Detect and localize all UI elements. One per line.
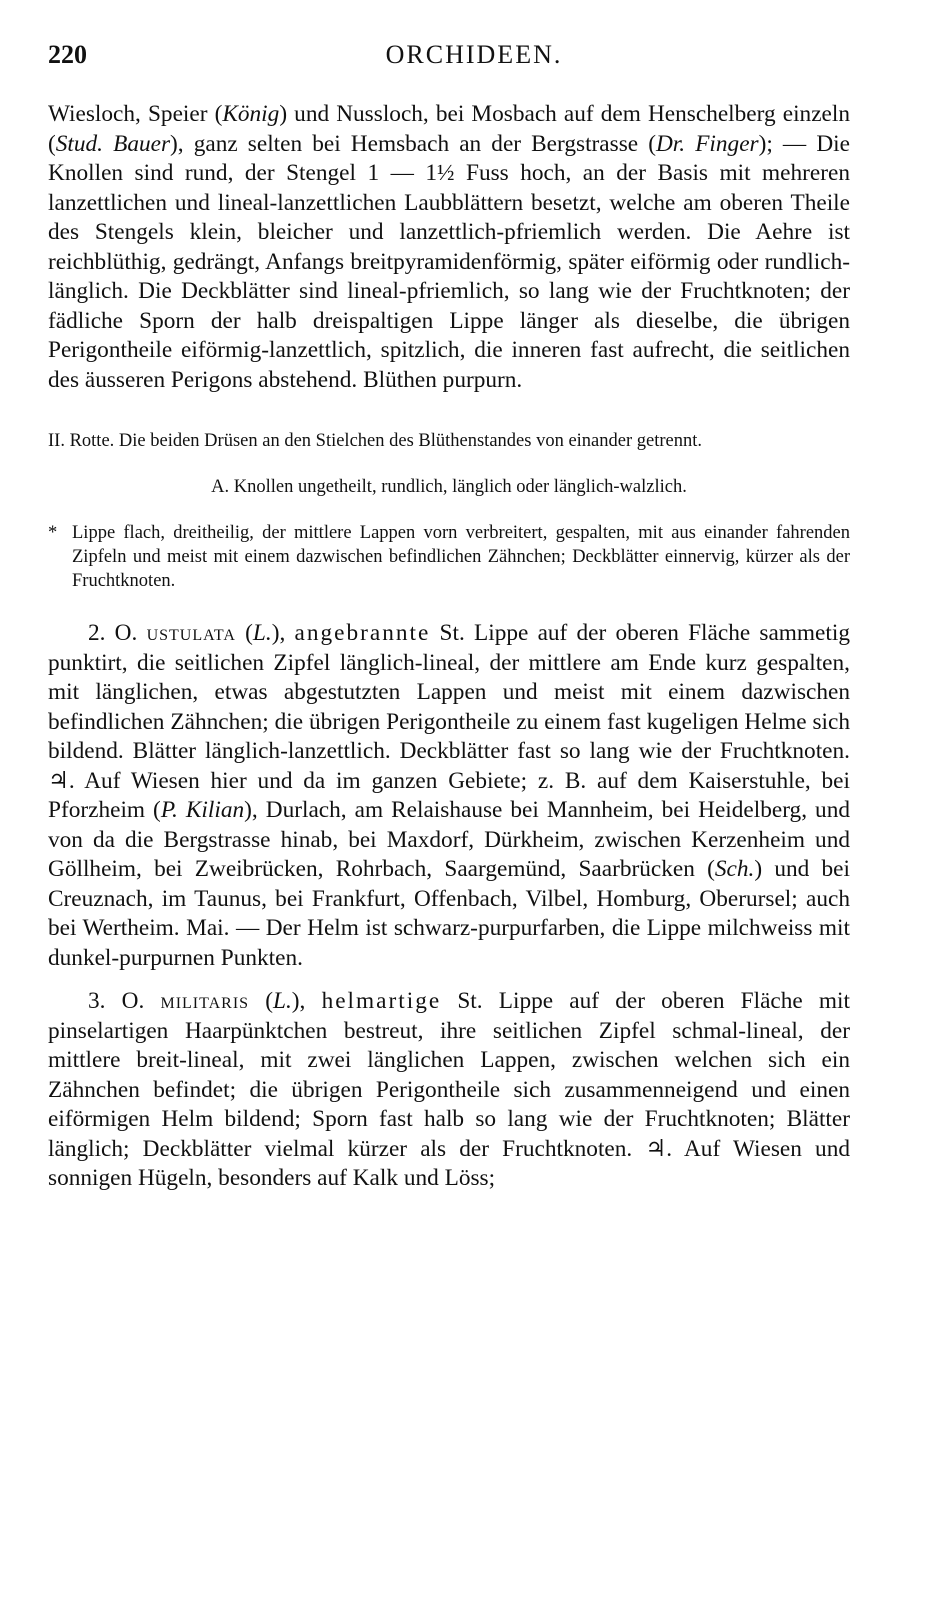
rotte-heading: II. Rotte. Die beiden Drüsen an den Stielchen des Blüthenstandes von einander getrennt. bbox=[48, 431, 702, 451]
text-run: St. Lippe auf der oberen Fläche mit pinselartigen Haarpünktchen bestreut, ihre seitlichen Zipfel schmal-lineal, der mittlere breit-lineal, mit zwei länglichen Lappen, zwischen welchen sich ein Zähnchen befindet; die übrigen Perigontheile sich zusammenneigend und einen eiförmigen Helm bildend; Sporn fast halb so lang wie der Fruchtknoten; Blätter länglich; Deckblätter vielmal kürzer als der Fruchtknoten. ♃. Auf Wiesen und sonnigen Hügeln, besonders auf Kalk und Löss; bbox=[48, 988, 850, 1191]
text-run: ( bbox=[235, 620, 253, 646]
text-run: ), bbox=[291, 988, 322, 1014]
page-header bbox=[48, 40, 860, 80]
section-heading-a: A. Knollen ungetheilt, rundlich, länglich oder länglich-walzlich. bbox=[211, 477, 687, 497]
text-run: Wiesloch, Speier ( bbox=[48, 101, 223, 127]
collector-name: Dr. Finger bbox=[655, 130, 759, 157]
text-run: ( bbox=[249, 988, 274, 1014]
page-body bbox=[48, 100, 850, 1194]
species-author: L. bbox=[273, 988, 292, 1014]
text-run: St. Lippe auf der oberen Fläche sammetig punktirt, die seitlichen Zipfel länglich-lineal, der mittlere am Ende kurz gespalten, mit länglichen, etwas abgestutzten Lappen und meist mit einem dazwischen befindlichen Zähnchen; die übrigen Perigontheile zu einem fast kugeligen Helme sich bildend. Blätter länglich-lanzettlich. Deckblätter fast so lang wie der Fruchtknoten. ♃. Auf Wiesen hier und da im ganzen Gebiete; z. B. auf dem Kaiserstuhle, bei Pforzheim ( bbox=[48, 620, 850, 823]
asterisk-marker: * bbox=[48, 523, 58, 543]
collector-name: König bbox=[222, 101, 280, 127]
continued-paragraph bbox=[48, 100, 850, 395]
text-run: ), bbox=[271, 620, 295, 646]
species-name: militaris bbox=[160, 988, 250, 1014]
text-run: ) und bei Creuznach, im Taunus, bei Frankfurt, Offenbach, Vilbel, Homburg, Oberursel; auch bei Wertheim. Mai. — Der Helm ist schwarz-purpurfarben, die Lippe milchweiss mit dunkel-purpurnen Punkten. bbox=[48, 856, 850, 971]
species-entry-ustulata bbox=[48, 619, 850, 973]
collector-name: Stud. Bauer bbox=[55, 130, 171, 157]
text-run: ) und Nussloch, bei Mosbach auf dem Henschelberg einzeln ( bbox=[48, 101, 850, 157]
species-number: 3. O. bbox=[88, 988, 145, 1014]
species-name: ustulata bbox=[146, 620, 236, 646]
common-name: helmartige bbox=[321, 988, 442, 1014]
key-entry bbox=[48, 521, 850, 593]
species-entry-militaris bbox=[48, 987, 850, 1194]
key-text: Lippe flach, dreitheilig, der mittlere Lappen vorn verbreitert, gespalten, mit aus einander fahrenden Zipfeln und meist mit einem dazwischen befindlichen Zähnchen; Deckblätter einnervig, kürzer als der Fruchtknoten. bbox=[72, 523, 850, 591]
text-run: ); — Die Knollen sind rund, der Stengel 1 — 1½ Fuss hoch, an der Basis mit mehreren lanzettlichen und lineal-lanzettlichen Laubblättern besetzt, welche am oberen Theile des Stengels klein, bleicher und lanzettlich-pfriemlich werden. Die Aehre ist reichblüthig, gedrängt, Anfangs breitpyramidenförmig, später eiförmig oder rundlich-länglich. Die Deckblätter sind lineal-pfriemlich, so lang wie der Fruchtknoten; der fädliche Sporn der halb dreispaltigen Lippe länger als dieselbe, die übrigen Perigontheile eiförmig-lanzettlich, spitzlich, die inneren fast aufrecht, die seitlichen des äusseren Perigons abstehend. Blüthen purpurn. bbox=[48, 130, 850, 393]
text-run: ), ganz selten bei Hemsbach an der Bergstrasse ( bbox=[170, 130, 656, 157]
species-number: 2. O. bbox=[88, 620, 138, 646]
collector-name: P. Kilian bbox=[160, 797, 245, 823]
text-run: ), Durlach, am Relaishause bei Mannheim, bei Heidelberg, und von da die Bergstrasse hinab, bei Maxdorf, Dürkheim, zwischen Kerzenheim und Göllheim, bei Zweibrücken, Rohrbach, Saargemünd, Saarbrücken ( bbox=[48, 797, 850, 882]
page-number: 220 bbox=[48, 40, 87, 69]
collector-name: Sch. bbox=[714, 856, 755, 882]
species-author: L. bbox=[252, 620, 272, 646]
running-title: ORCHIDEEN. bbox=[385, 40, 563, 69]
common-name: angebrannte bbox=[294, 620, 431, 646]
